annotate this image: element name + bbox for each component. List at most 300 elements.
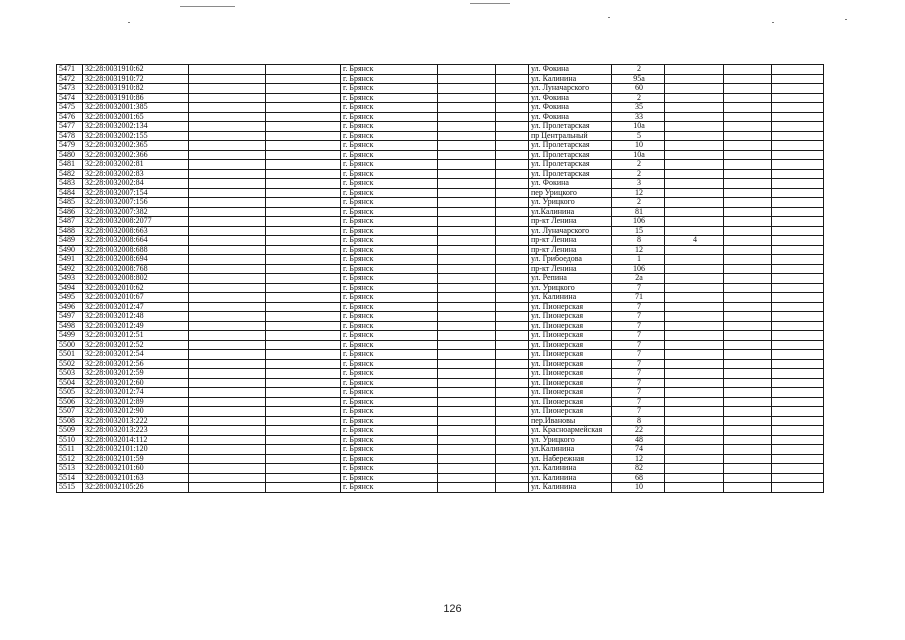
house-number-cell: 10 — [612, 483, 665, 493]
empty-cell — [266, 226, 341, 236]
empty-cell — [724, 226, 772, 236]
table-row — [57, 473, 824, 483]
table-row — [57, 274, 824, 284]
city-cell: г. Брянск — [341, 236, 438, 246]
table-row — [57, 340, 824, 350]
city-cell: г. Брянск — [341, 426, 438, 436]
empty-cell — [266, 283, 341, 293]
empty-cell — [189, 65, 266, 75]
empty-cell — [724, 198, 772, 208]
empty-cell — [772, 245, 824, 255]
row-number-cell: 5509 — [57, 426, 83, 436]
empty-cell — [438, 65, 496, 75]
empty-cell — [724, 350, 772, 360]
empty-cell — [438, 198, 496, 208]
empty-cell — [724, 407, 772, 417]
house-number-cell: 35 — [612, 103, 665, 113]
empty-cell — [266, 198, 341, 208]
extra-number-cell — [665, 340, 724, 350]
extra-number-cell — [665, 407, 724, 417]
table-row — [57, 293, 824, 303]
empty-cell — [724, 464, 772, 474]
city-cell: г. Брянск — [341, 264, 438, 274]
cadastral-number-cell: 32:28:0031910:82 — [83, 84, 189, 94]
empty-cell — [772, 312, 824, 322]
house-number-cell: 2 — [612, 93, 665, 103]
cadastral-number-cell: 32:28:0032002:84 — [83, 179, 189, 189]
empty-cell — [772, 397, 824, 407]
empty-cell — [438, 283, 496, 293]
city-cell: г. Брянск — [341, 378, 438, 388]
empty-cell — [266, 169, 341, 179]
empty-cell — [438, 464, 496, 474]
city-cell: г. Брянск — [341, 388, 438, 398]
house-number-cell: 10а — [612, 150, 665, 160]
street-cell: ул. Красноармейская — [529, 426, 612, 436]
empty-cell — [189, 122, 266, 132]
street-cell: ул. Пролетарская — [529, 141, 612, 151]
empty-cell — [189, 426, 266, 436]
city-cell: г. Брянск — [341, 226, 438, 236]
empty-cell — [496, 435, 529, 445]
empty-cell — [724, 141, 772, 151]
city-cell: г. Брянск — [341, 369, 438, 379]
cadastral-number-cell: 32:28:0032012:51 — [83, 331, 189, 341]
empty-cell — [772, 340, 824, 350]
extra-number-cell — [665, 255, 724, 265]
city-cell: г. Брянск — [341, 416, 438, 426]
empty-cell — [496, 350, 529, 360]
empty-cell — [266, 141, 341, 151]
row-number-cell: 5491 — [57, 255, 83, 265]
empty-cell — [189, 112, 266, 122]
empty-cell — [496, 340, 529, 350]
empty-cell — [438, 160, 496, 170]
city-cell: г. Брянск — [341, 464, 438, 474]
empty-cell — [772, 74, 824, 84]
cadastral-number-cell: 32:28:0032010:62 — [83, 283, 189, 293]
cadastral-number-cell: 32:28:0032012:49 — [83, 321, 189, 331]
extra-number-cell — [665, 226, 724, 236]
house-number-cell: 12 — [612, 454, 665, 464]
empty-cell — [266, 435, 341, 445]
street-cell: ул. Пролетарская — [529, 169, 612, 179]
empty-cell — [496, 426, 529, 436]
empty-cell — [189, 179, 266, 189]
row-number-cell: 5479 — [57, 141, 83, 151]
row-number-cell: 5514 — [57, 473, 83, 483]
empty-cell — [266, 236, 341, 246]
street-cell: ул. Калинина — [529, 74, 612, 84]
empty-cell — [189, 103, 266, 113]
empty-cell — [266, 454, 341, 464]
extra-number-cell — [665, 112, 724, 122]
empty-cell — [189, 188, 266, 198]
city-cell: г. Брянск — [341, 255, 438, 265]
empty-cell — [266, 293, 341, 303]
row-number-cell: 5492 — [57, 264, 83, 274]
cadastral-number-cell: 32:28:0032012:90 — [83, 407, 189, 417]
empty-cell — [189, 312, 266, 322]
city-cell: г. Брянск — [341, 179, 438, 189]
empty-cell — [724, 340, 772, 350]
empty-cell — [189, 464, 266, 474]
table-row — [57, 445, 824, 455]
empty-cell — [772, 464, 824, 474]
table-row — [57, 112, 824, 122]
empty-cell — [724, 65, 772, 75]
empty-cell — [724, 264, 772, 274]
table-row — [57, 416, 824, 426]
empty-cell — [772, 103, 824, 113]
city-cell: г. Брянск — [341, 340, 438, 350]
house-number-cell: 106 — [612, 264, 665, 274]
empty-cell — [496, 264, 529, 274]
row-number-cell: 5499 — [57, 331, 83, 341]
empty-cell — [496, 407, 529, 417]
empty-cell — [189, 388, 266, 398]
street-cell: ул. Пролетарская — [529, 160, 612, 170]
extra-number-cell — [665, 93, 724, 103]
empty-cell — [772, 321, 824, 331]
street-cell: ул. Пионерская — [529, 359, 612, 369]
house-number-cell: 68 — [612, 473, 665, 483]
table-row — [57, 141, 824, 151]
house-number-cell: 8 — [612, 416, 665, 426]
cadastral-number-cell: 32:28:0032012:47 — [83, 302, 189, 312]
empty-cell — [266, 426, 341, 436]
extra-number-cell — [665, 274, 724, 284]
empty-cell — [266, 388, 341, 398]
city-cell: г. Брянск — [341, 112, 438, 122]
empty-cell — [189, 217, 266, 227]
street-cell: пр-кт Ленина — [529, 217, 612, 227]
house-number-cell: 7 — [612, 378, 665, 388]
row-number-cell: 5484 — [57, 188, 83, 198]
empty-cell — [438, 321, 496, 331]
table-row — [57, 131, 824, 141]
empty-cell — [266, 274, 341, 284]
empty-cell — [438, 84, 496, 94]
empty-cell — [266, 131, 341, 141]
row-number-cell: 5513 — [57, 464, 83, 474]
empty-cell — [438, 122, 496, 132]
row-number-cell: 5515 — [57, 483, 83, 493]
cadastral-number-cell: 32:28:0032002:83 — [83, 169, 189, 179]
empty-cell — [438, 150, 496, 160]
empty-cell — [496, 217, 529, 227]
empty-cell — [496, 369, 529, 379]
table-row — [57, 84, 824, 94]
table-row — [57, 93, 824, 103]
table-row — [57, 245, 824, 255]
row-number-cell: 5495 — [57, 293, 83, 303]
house-number-cell: 71 — [612, 293, 665, 303]
street-cell: ул. Пионерская — [529, 378, 612, 388]
extra-number-cell — [665, 445, 724, 455]
table-row — [57, 312, 824, 322]
cadastral-number-cell: 32:28:0032013:223 — [83, 426, 189, 436]
house-number-cell: 7 — [612, 388, 665, 398]
empty-cell — [438, 445, 496, 455]
empty-cell — [266, 483, 341, 493]
empty-cell — [266, 473, 341, 483]
empty-cell — [496, 464, 529, 474]
empty-cell — [496, 93, 529, 103]
house-number-cell: 82 — [612, 464, 665, 474]
table-row — [57, 217, 824, 227]
empty-cell — [772, 93, 824, 103]
row-number-cell: 5505 — [57, 388, 83, 398]
empty-cell — [496, 141, 529, 151]
empty-cell — [772, 445, 824, 455]
city-cell: г. Брянск — [341, 274, 438, 284]
empty-cell — [438, 407, 496, 417]
empty-cell — [438, 274, 496, 284]
row-number-cell: 5503 — [57, 369, 83, 379]
scan-artifact — [608, 17, 610, 18]
street-cell: ул.Калинина — [529, 207, 612, 217]
empty-cell — [266, 340, 341, 350]
street-cell: ул. Набережная — [529, 454, 612, 464]
street-cell: пр-кт Ленина — [529, 245, 612, 255]
cadastral-number-cell: 32:28:0032008:2077 — [83, 217, 189, 227]
empty-cell — [266, 321, 341, 331]
extra-number-cell — [665, 103, 724, 113]
street-cell: пер.Ивановы — [529, 416, 612, 426]
street-cell: ул. Пионерская — [529, 302, 612, 312]
house-number-cell: 22 — [612, 426, 665, 436]
empty-cell — [496, 359, 529, 369]
street-cell: ул. Луначарского — [529, 226, 612, 236]
house-number-cell: 12 — [612, 188, 665, 198]
empty-cell — [266, 464, 341, 474]
street-cell: ул. Фокина — [529, 65, 612, 75]
empty-cell — [772, 141, 824, 151]
empty-cell — [266, 112, 341, 122]
table-row — [57, 150, 824, 160]
cadastral-number-cell: 32:28:0032014:112 — [83, 435, 189, 445]
city-cell: г. Брянск — [341, 103, 438, 113]
street-cell: ул. Урицкого — [529, 283, 612, 293]
empty-cell — [266, 350, 341, 360]
cadastral-number-cell: 32:28:0032002:365 — [83, 141, 189, 151]
empty-cell — [772, 169, 824, 179]
city-cell: г. Брянск — [341, 169, 438, 179]
empty-cell — [724, 378, 772, 388]
city-cell: г. Брянск — [341, 188, 438, 198]
empty-cell — [189, 93, 266, 103]
row-number-cell: 5474 — [57, 93, 83, 103]
empty-cell — [724, 321, 772, 331]
street-cell: ул. Фокина — [529, 179, 612, 189]
empty-cell — [189, 198, 266, 208]
cadastral-number-cell: 32:28:0032008:664 — [83, 236, 189, 246]
row-number-cell: 5512 — [57, 454, 83, 464]
empty-cell — [724, 416, 772, 426]
empty-cell — [496, 207, 529, 217]
empty-cell — [724, 293, 772, 303]
empty-cell — [724, 150, 772, 160]
empty-cell — [496, 454, 529, 464]
empty-cell — [266, 74, 341, 84]
street-cell: ул. Пионерская — [529, 321, 612, 331]
empty-cell — [438, 435, 496, 445]
empty-cell — [266, 331, 341, 341]
extra-number-cell — [665, 84, 724, 94]
house-number-cell: 48 — [612, 435, 665, 445]
city-cell: г. Брянск — [341, 293, 438, 303]
empty-cell — [266, 445, 341, 455]
street-cell: ул. Фокина — [529, 93, 612, 103]
extra-number-cell — [665, 188, 724, 198]
empty-cell — [189, 283, 266, 293]
cadastral-number-cell: 32:28:0032012:89 — [83, 397, 189, 407]
empty-cell — [438, 312, 496, 322]
empty-cell — [496, 74, 529, 84]
empty-cell — [772, 207, 824, 217]
empty-cell — [189, 416, 266, 426]
empty-cell — [438, 103, 496, 113]
empty-cell — [724, 169, 772, 179]
empty-cell — [266, 397, 341, 407]
empty-cell — [772, 388, 824, 398]
empty-cell — [266, 150, 341, 160]
extra-number-cell — [665, 122, 724, 132]
table-row — [57, 483, 824, 493]
empty-cell — [189, 255, 266, 265]
empty-cell — [189, 245, 266, 255]
street-cell: ул. Пионерская — [529, 369, 612, 379]
table-row — [57, 388, 824, 398]
cadastral-number-cell: 32:28:0031910:62 — [83, 65, 189, 75]
empty-cell — [189, 378, 266, 388]
table-row — [57, 74, 824, 84]
street-cell: ул. Урицкого — [529, 198, 612, 208]
empty-cell — [496, 302, 529, 312]
table-row — [57, 226, 824, 236]
row-number-cell: 5500 — [57, 340, 83, 350]
cadastral-number-cell: 32:28:0032007:382 — [83, 207, 189, 217]
empty-cell — [772, 84, 824, 94]
empty-cell — [189, 445, 266, 455]
table-row — [57, 454, 824, 464]
empty-cell — [266, 84, 341, 94]
extra-number-cell — [665, 397, 724, 407]
empty-cell — [496, 198, 529, 208]
cadastral-number-cell: 32:28:0032012:74 — [83, 388, 189, 398]
street-cell: ул. Калинина — [529, 464, 612, 474]
city-cell: г. Брянск — [341, 150, 438, 160]
city-cell: г. Брянск — [341, 84, 438, 94]
empty-cell — [189, 359, 266, 369]
cadastral-number-cell: 32:28:0032007:154 — [83, 188, 189, 198]
row-number-cell: 5507 — [57, 407, 83, 417]
extra-number-cell — [665, 359, 724, 369]
row-number-cell: 5486 — [57, 207, 83, 217]
city-cell: г. Брянск — [341, 217, 438, 227]
cadastral-number-cell: 32:28:0032012:52 — [83, 340, 189, 350]
empty-cell — [438, 131, 496, 141]
empty-cell — [496, 150, 529, 160]
house-number-cell: 95а — [612, 74, 665, 84]
house-number-cell: 7 — [612, 350, 665, 360]
extra-number-cell — [665, 464, 724, 474]
city-cell: г. Брянск — [341, 454, 438, 464]
cadastral-number-cell: 32:28:0032002:81 — [83, 160, 189, 170]
city-cell: г. Брянск — [341, 122, 438, 132]
cadastral-number-cell: 32:28:0032012:59 — [83, 369, 189, 379]
row-number-cell: 5501 — [57, 350, 83, 360]
table-row — [57, 188, 824, 198]
empty-cell — [724, 483, 772, 493]
empty-cell — [772, 264, 824, 274]
extra-number-cell — [665, 483, 724, 493]
empty-cell — [438, 483, 496, 493]
table-row — [57, 198, 824, 208]
house-number-cell: 10а — [612, 122, 665, 132]
empty-cell — [724, 131, 772, 141]
empty-cell — [772, 378, 824, 388]
empty-cell — [189, 264, 266, 274]
cadastral-number-cell: 32:28:0032012:56 — [83, 359, 189, 369]
empty-cell — [189, 150, 266, 160]
row-number-cell: 5497 — [57, 312, 83, 322]
street-cell: ул. Пионерская — [529, 397, 612, 407]
empty-cell — [496, 331, 529, 341]
empty-cell — [189, 169, 266, 179]
extra-number-cell — [665, 179, 724, 189]
cadastral-number-cell: 32:28:0032008:688 — [83, 245, 189, 255]
extra-number-cell — [665, 331, 724, 341]
empty-cell — [772, 112, 824, 122]
empty-cell — [189, 141, 266, 151]
empty-cell — [496, 445, 529, 455]
empty-cell — [772, 274, 824, 284]
row-number-cell: 5471 — [57, 65, 83, 75]
street-cell: пр-кт Ленина — [529, 236, 612, 246]
empty-cell — [724, 312, 772, 322]
table-body — [57, 65, 824, 493]
row-number-cell: 5477 — [57, 122, 83, 132]
cadastral-number-cell: 32:28:0032008:802 — [83, 274, 189, 284]
house-number-cell: 2 — [612, 160, 665, 170]
city-cell: г. Брянск — [341, 331, 438, 341]
empty-cell — [724, 359, 772, 369]
cadastral-number-cell: 32:28:0032012:54 — [83, 350, 189, 360]
row-number-cell: 5487 — [57, 217, 83, 227]
table-row — [57, 103, 824, 113]
house-number-cell: 15 — [612, 226, 665, 236]
house-number-cell: 74 — [612, 445, 665, 455]
row-number-cell: 5476 — [57, 112, 83, 122]
cadastral-number-cell: 32:28:0031910:86 — [83, 93, 189, 103]
empty-cell — [724, 122, 772, 132]
empty-cell — [496, 473, 529, 483]
empty-cell — [496, 274, 529, 284]
cadastral-number-cell: 32:28:0032008:768 — [83, 264, 189, 274]
city-cell: г. Брянск — [341, 483, 438, 493]
row-number-cell: 5488 — [57, 226, 83, 236]
extra-number-cell — [665, 473, 724, 483]
table-row — [57, 359, 824, 369]
empty-cell — [438, 169, 496, 179]
empty-cell — [438, 207, 496, 217]
house-number-cell: 7 — [612, 369, 665, 379]
cadastral-number-cell: 32:28:0032101:63 — [83, 473, 189, 483]
empty-cell — [496, 293, 529, 303]
street-cell: ул. Пионерская — [529, 340, 612, 350]
